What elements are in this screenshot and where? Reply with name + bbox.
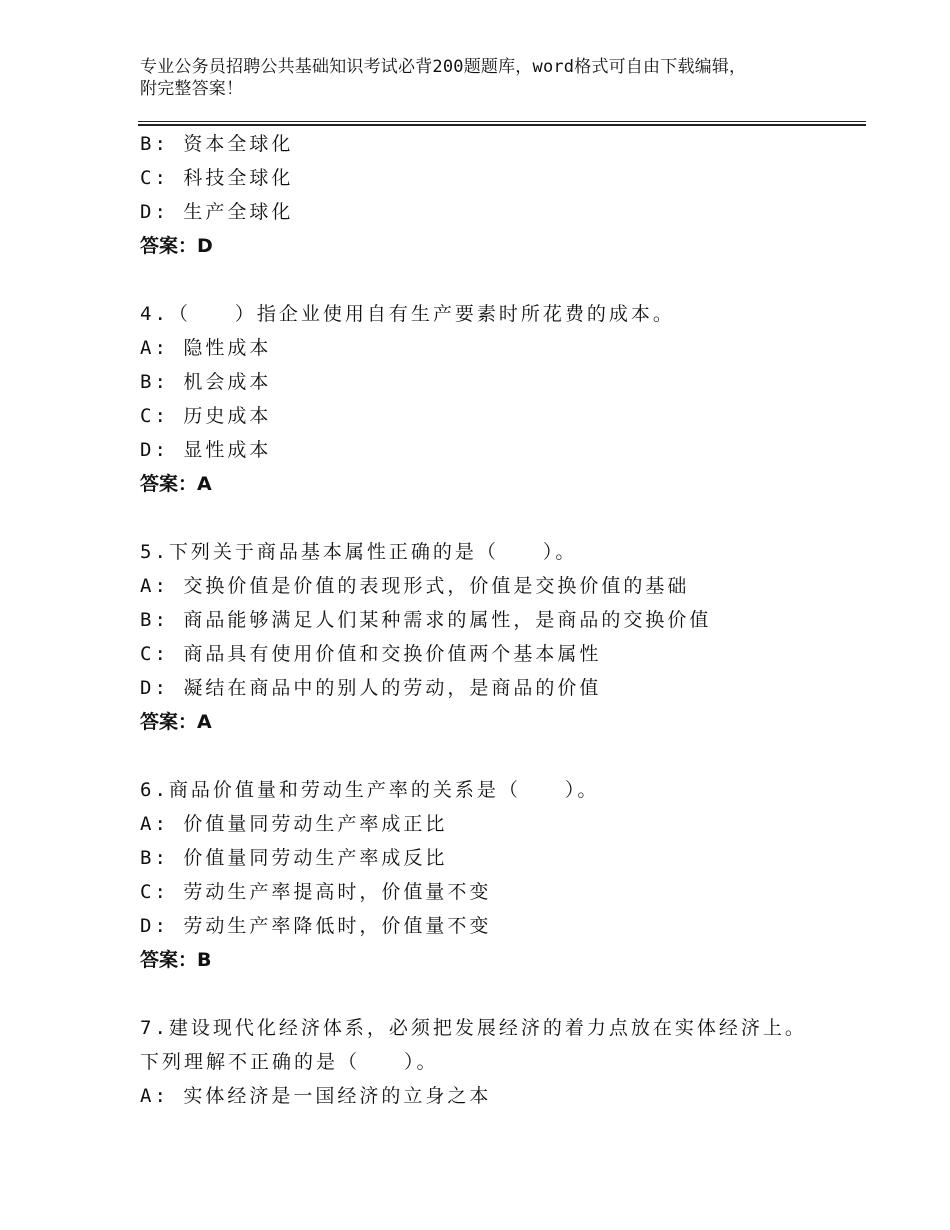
q5-stem: 5.下列关于商品基本属性正确的是（ ）。 [140,541,578,563]
q6-option-a: A: 价值量同劳动生产率成正比 [140,813,448,835]
q6-option-d: D: 劳动生产率降低时，价值量不变 [140,915,492,937]
q3-option-d: D: 生产全球化 [140,201,294,223]
spacer [140,977,860,1011]
q6-answer: 答案：B [140,949,212,971]
q3-option-b: B: 资本全球化 [140,133,294,155]
q5-option-d: D: 凝结在商品中的别人的劳动，是商品的价值 [140,677,602,699]
q7-option-a: A: 实体经济是一国经济的立身之本 [140,1085,492,1107]
q5-option-b: B: 商品能够满足人们某种需求的属性，是商品的交换价值 [140,609,712,631]
q7-stem-line-1: 7.建设现代化经济体系，必须把发展经济的着力点放在实体经济上。 [140,1017,807,1039]
q4-answer: 答案：A [140,473,212,495]
q5-option-a: A: 交换价值是价值的表现形式，价值是交换价值的基础 [140,575,690,597]
q4-option-a: A: 隐性成本 [140,337,272,359]
q5-option-c: C: 商品具有使用价值和交换价值两个基本属性 [140,643,602,665]
q3-answer: 答案：D [140,235,213,257]
q4-stem: 4.（ ）指企业使用自有生产要素时所花费的成本。 [140,303,675,325]
spacer [140,739,860,773]
q6-option-c: C: 劳动生产率提高时，价值量不变 [140,881,492,903]
header-line-2: 附完整答案！ [140,79,244,99]
q6-option-b: B: 价值量同劳动生产率成反比 [140,847,448,869]
spacer [140,263,860,297]
q7-stem-line-2: 下列理解不正确的是（ ）。 [140,1051,439,1073]
q3-option-c: C: 科技全球化 [140,167,294,189]
header-line-1: 专业公务员招聘公共基础知识考试必背200题题库，word格式可自由下载编辑， [140,57,747,77]
page-header [140,56,860,100]
header-rule-thick [138,124,866,126]
q4-option-d: D: 显性成本 [140,439,272,461]
q4-option-c: C: 历史成本 [140,405,272,427]
header-rule-thin [138,121,866,122]
spacer [140,501,860,535]
q6-stem: 6.商品价值量和劳动生产率的关系是（ ）。 [140,779,600,801]
question-list [140,127,860,1113]
q4-option-b: B: 机会成本 [140,371,272,393]
q5-answer: 答案：A [140,711,212,733]
